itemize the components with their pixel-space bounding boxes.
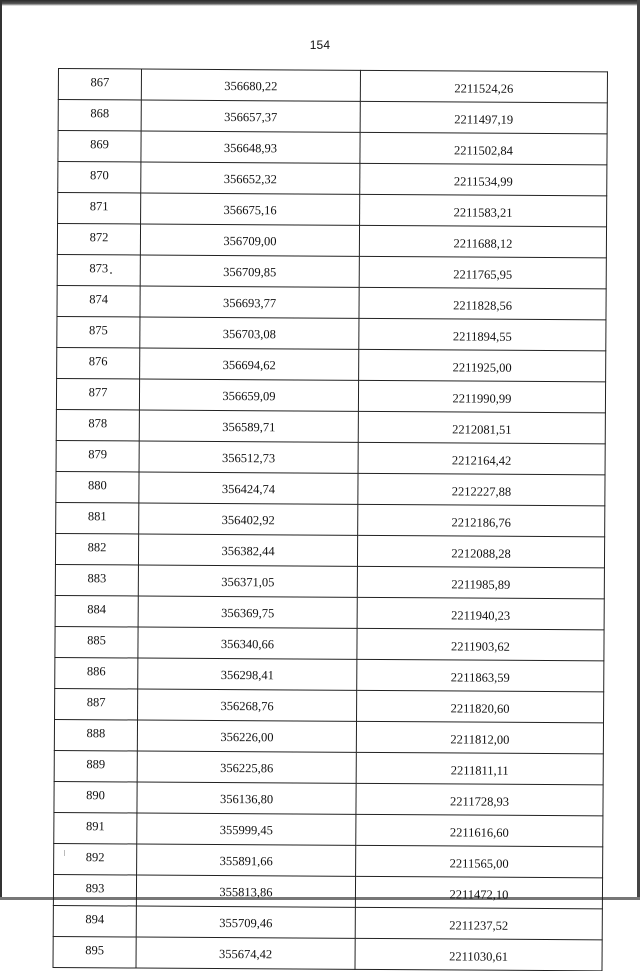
x-coordinate-cell: 356709,85: [140, 255, 359, 287]
y-coordinate-cell: 2211863,59: [357, 659, 604, 692]
y-coordinate-cell: 2211565,00: [356, 845, 603, 878]
y-coordinate-cell: 2211820,60: [357, 690, 604, 723]
table-row: [56, 409, 605, 443]
y-coordinate-cell: 2211237,52: [355, 907, 602, 940]
scan-speck: [110, 272, 112, 274]
x-coordinate-cell: 356648,93: [141, 131, 360, 163]
table-row: [57, 347, 606, 381]
point-number-cell: 889: [54, 750, 137, 782]
point-number-cell: 888: [54, 719, 137, 751]
point-number-cell: 867: [58, 69, 141, 101]
x-coordinate-cell: 356369,75: [138, 596, 357, 628]
table-row: [58, 69, 607, 103]
y-coordinate-cell: 2211903,62: [357, 628, 604, 661]
y-coordinate-cell: 2211811,11: [356, 752, 603, 785]
table-row: [53, 905, 602, 939]
coordinates-table-body: [53, 69, 607, 971]
y-coordinate-cell: 2211990,99: [358, 380, 605, 413]
x-coordinate-cell: 356693,77: [140, 286, 359, 318]
table-row: [57, 254, 606, 288]
table-row: [54, 781, 603, 815]
x-coordinate-cell: 356657,37: [141, 100, 360, 132]
point-number-cell: 874: [57, 285, 140, 317]
y-coordinate-cell: 2211472,10: [355, 876, 602, 909]
scan-speck: [64, 850, 65, 856]
x-coordinate-cell: 355709,46: [136, 906, 355, 938]
table-row: [56, 378, 605, 412]
y-coordinate-cell: 2212164,42: [358, 442, 605, 475]
x-coordinate-cell: 355891,66: [137, 844, 356, 876]
point-number-cell: 875: [57, 316, 140, 348]
point-number-cell: 868: [58, 100, 141, 132]
y-coordinate-cell: 2211524,26: [360, 70, 607, 103]
x-coordinate-cell: 356652,32: [141, 162, 360, 194]
x-coordinate-cell: 356402,92: [139, 503, 358, 535]
x-coordinate-cell: 356709,00: [140, 224, 359, 256]
y-coordinate-cell: 2211828,56: [359, 287, 606, 320]
scan-top-edge: [0, 0, 640, 6]
point-number-cell: 886: [55, 657, 138, 689]
table-row: [54, 843, 603, 877]
x-coordinate-cell: 356659,09: [139, 379, 358, 411]
point-number-cell: 873: [57, 254, 140, 286]
table-row: [56, 471, 605, 505]
table-row: [55, 595, 604, 629]
x-coordinate-cell: 356675,16: [141, 193, 360, 225]
x-coordinate-cell: 356225,86: [137, 751, 356, 783]
y-coordinate-cell: 2211502,84: [360, 132, 607, 165]
table-row: [53, 936, 602, 970]
x-coordinate-cell: 356136,80: [137, 782, 356, 814]
x-coordinate-cell: 355813,86: [136, 875, 355, 907]
y-coordinate-cell: 2211894,55: [359, 318, 606, 351]
point-number-cell: 890: [54, 781, 137, 813]
table-row: [57, 224, 606, 258]
y-coordinate-cell: 2211925,00: [359, 349, 606, 382]
page-number: 154: [309, 38, 331, 52]
y-coordinate-cell: 2212186,76: [358, 504, 605, 537]
x-coordinate-cell: 355674,42: [136, 937, 355, 969]
table-row: [58, 162, 607, 196]
point-number-cell: 878: [56, 409, 139, 441]
point-number-cell: 887: [55, 688, 138, 720]
point-number-cell: 877: [56, 378, 139, 410]
table-row: [55, 657, 604, 691]
point-number-cell: 882: [55, 533, 138, 565]
point-number-cell: 891: [54, 812, 137, 844]
point-number-cell: 872: [57, 224, 140, 256]
x-coordinate-cell: 356680,22: [141, 69, 360, 101]
y-coordinate-cell: 2211030,61: [355, 938, 602, 971]
y-coordinate-cell: 2212088,28: [357, 535, 604, 568]
y-coordinate-cell: 2211583,21: [360, 194, 607, 227]
x-coordinate-cell: 356226,00: [137, 720, 356, 752]
x-coordinate-cell: 356512,73: [139, 441, 358, 473]
y-coordinate-cell: 2211812,00: [356, 721, 603, 754]
point-number-cell: 893: [53, 874, 136, 906]
table-row: [53, 874, 602, 908]
x-coordinate-cell: 355999,45: [137, 813, 356, 845]
table-row: [55, 533, 604, 567]
y-coordinate-cell: 2211765,95: [359, 256, 606, 289]
y-coordinate-cell: 2211728,93: [356, 783, 603, 816]
point-number-cell: 885: [55, 626, 138, 658]
x-coordinate-cell: 356382,44: [138, 534, 357, 566]
table-row: [54, 750, 603, 784]
point-number-cell: 880: [56, 471, 139, 503]
point-number-cell: 881: [56, 502, 139, 534]
table-row: [56, 440, 605, 474]
table-row: [54, 812, 603, 846]
table-row: [55, 564, 604, 598]
x-coordinate-cell: 356298,41: [138, 658, 357, 690]
x-coordinate-cell: 356703,08: [140, 317, 359, 349]
y-coordinate-cell: 2211688,12: [359, 225, 606, 258]
y-coordinate-cell: 2211616,60: [356, 814, 603, 847]
table-row: [55, 626, 604, 660]
y-coordinate-cell: 2212227,88: [358, 473, 605, 506]
x-coordinate-cell: 356589,71: [139, 410, 358, 442]
point-number-cell: 879: [56, 440, 139, 472]
table-row: [58, 131, 607, 165]
table-row: [54, 719, 603, 753]
point-number-cell: 894: [53, 905, 136, 937]
point-number-cell: 895: [53, 936, 136, 968]
table-row: [57, 316, 606, 350]
point-number-cell: 876: [57, 347, 140, 379]
x-coordinate-cell: 356694,62: [140, 348, 359, 380]
table-row: [58, 100, 607, 134]
x-coordinate-cell: 356424,74: [139, 472, 358, 504]
point-number-cell: 892: [54, 843, 137, 875]
point-number-cell: 883: [55, 564, 138, 596]
point-number-cell: 869: [58, 131, 141, 163]
coordinates-table: [53, 68, 608, 971]
point-number-cell: 884: [55, 595, 138, 627]
y-coordinate-cell: 2211534,99: [360, 163, 607, 196]
table-row: [55, 688, 604, 722]
point-number-cell: 870: [58, 162, 141, 194]
y-coordinate-cell: 2211940,23: [357, 597, 604, 630]
table-row: [58, 193, 607, 227]
x-coordinate-cell: 356340,66: [138, 627, 357, 659]
table-row: [57, 285, 606, 319]
y-coordinate-cell: 2211497,19: [360, 101, 607, 134]
y-coordinate-cell: 2212081,51: [358, 411, 605, 444]
table-row: [56, 502, 605, 536]
x-coordinate-cell: 356371,05: [138, 565, 357, 597]
scan-left-edge: [0, 0, 2, 900]
point-number-cell: 871: [58, 193, 141, 225]
y-coordinate-cell: 2211985,89: [357, 566, 604, 599]
x-coordinate-cell: 356268,76: [138, 689, 357, 721]
